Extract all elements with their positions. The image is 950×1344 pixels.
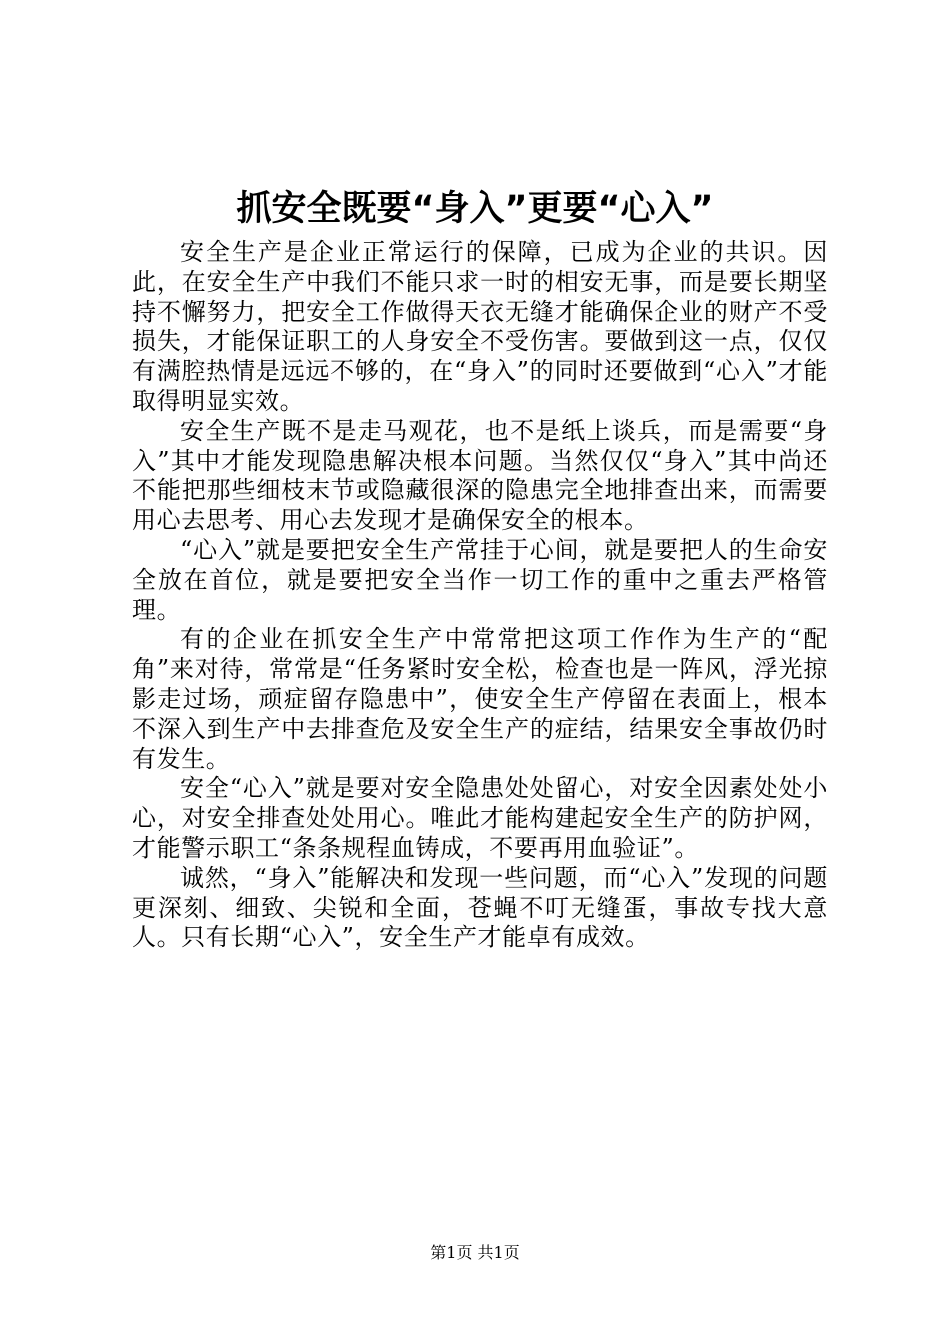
document-body — [132, 238, 828, 953]
paragraph-1: 安全生产是企业正常运行的保障，已成为企业的共识。因此，在安全生产中我们不能只求一时的相安无事，而是要长期坚持不懈努力，把安全工作做得天衣无缝才能确保企业的财产不受损失，才能保证职工的人身安全不受伤害。要做到这一点，仅仅有满腔热情是远远不够的，在“身入”的同时还要做到“心入”才能取得明显实效。 — [132, 238, 828, 415]
paragraph-2: 安全生产既不是走马观花，也不是纸上谈兵，而是需要“身入”其中才能发现隐患解决根本问题。当然仅仅“身入”其中尚还不能把那些细枝末节或隐藏很深的隐患完全地排查出来，而需要用心去思考、用心去发现才是确保安全的根本。 — [132, 416, 828, 535]
document-title: 抓安全既要“身入”更要“心入” — [236, 189, 714, 229]
paragraph-3: “心入”就是要把安全生产常挂于心间，就是要把人的生命安全放在首位，就是要把安全当作一切工作的重中之重去严格管理。 — [132, 535, 828, 624]
page-number-footer: 第1页 共1页 — [430, 1243, 520, 1262]
paragraph-4: 有的企业在抓安全生产中常常把这项工作作为生产的“配角”来对待，常常是“任务紧时安全松，检查也是一阵风，浮光掠影走过场，顽症留存隐患中”，使安全生产停留在表面上，根本不深入到生产中去排查危及安全生产的症结，结果安全事故仍时有发生。 — [132, 625, 828, 773]
paragraph-6: 诚然，“身入”能解决和发现一些问题，而“心入”发现的问题更深刻、细致、尖锐和全面，苍蝇不叮无缝蛋，事故专找大意人。只有长期“心入”，安全生产才能卓有成效。 — [132, 863, 828, 952]
paragraph-5: 安全“心入”就是要对安全隐患处处留心，对安全因素处处小心，对安全排查处处用心。唯此才能构建起安全生产的防护网，才能警示职工“条条规程血铸成，不要再用血验证”。 — [132, 774, 828, 862]
